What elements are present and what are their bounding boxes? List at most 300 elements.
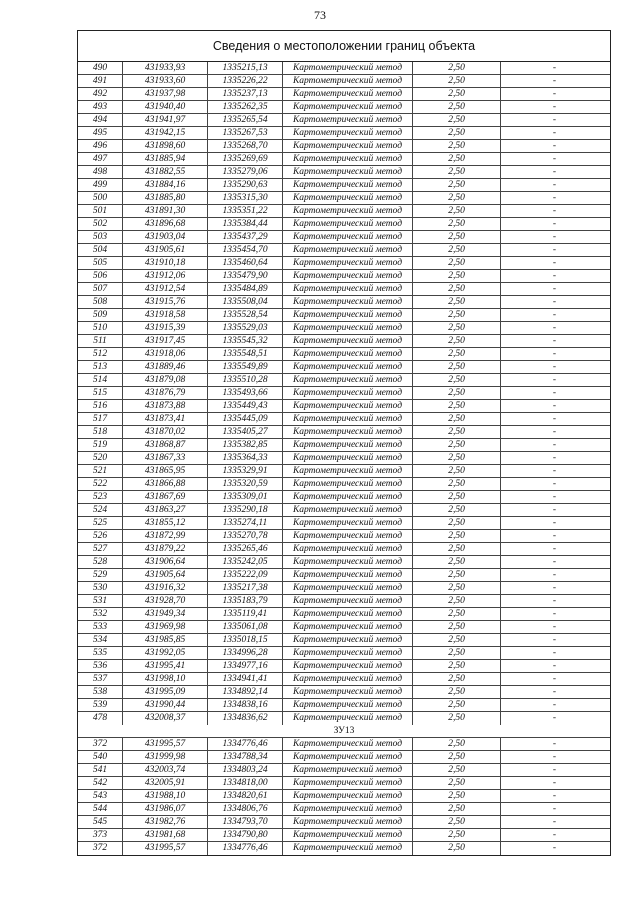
coord-x-cell: 431988,10 bbox=[123, 790, 208, 802]
method-cell: Картометрический метод bbox=[283, 361, 413, 373]
method-cell: Картометрический метод bbox=[283, 296, 413, 308]
table-row bbox=[78, 426, 610, 439]
coord-y-cell: 1334818,00 bbox=[208, 777, 283, 789]
description-cell: - bbox=[552, 544, 557, 554]
coord-y-cell: 1335529,03 bbox=[208, 322, 283, 334]
description-cell: - bbox=[552, 180, 557, 190]
coord-y-cell: 1335329,91 bbox=[208, 465, 283, 477]
description-cell: - bbox=[552, 479, 557, 489]
point-number-cell: 372 bbox=[78, 842, 123, 855]
accuracy-cell: 2,50 bbox=[413, 582, 501, 594]
coord-x-cell: 431937,98 bbox=[123, 88, 208, 100]
accuracy-cell: 2,50 bbox=[413, 426, 501, 438]
description-cell: - bbox=[552, 128, 557, 138]
accuracy-cell: 2,50 bbox=[413, 400, 501, 412]
coord-x-cell: 431865,95 bbox=[123, 465, 208, 477]
accuracy-cell: 2,50 bbox=[413, 101, 501, 113]
accuracy-cell: 2,50 bbox=[413, 829, 501, 841]
description-cell: - bbox=[552, 453, 557, 463]
description-cell: - bbox=[552, 336, 557, 346]
method-cell: Картометрический метод bbox=[283, 608, 413, 620]
point-number-cell: 541 bbox=[78, 764, 123, 776]
method-cell: Картометрический метод bbox=[283, 140, 413, 152]
point-number-cell: 523 bbox=[78, 491, 123, 503]
method-cell: Картометрический метод bbox=[283, 777, 413, 789]
description-cell: - bbox=[552, 622, 557, 632]
table-row bbox=[78, 556, 610, 569]
accuracy-cell: 2,50 bbox=[413, 465, 501, 477]
description-cell: - bbox=[552, 63, 557, 73]
accuracy-cell: 2,50 bbox=[413, 803, 501, 815]
method-cell: Картометрический метод bbox=[283, 504, 413, 516]
point-number-cell: 527 bbox=[78, 543, 123, 555]
coord-x-cell: 431981,68 bbox=[123, 829, 208, 841]
coord-y-cell: 1335279,06 bbox=[208, 166, 283, 178]
table-row bbox=[78, 738, 610, 751]
point-number-cell: 517 bbox=[78, 413, 123, 425]
table-row bbox=[78, 413, 610, 426]
accuracy-cell: 2,50 bbox=[413, 114, 501, 126]
accuracy-cell: 2,50 bbox=[413, 75, 501, 87]
coord-x-cell: 431882,55 bbox=[123, 166, 208, 178]
accuracy-cell: 2,50 bbox=[413, 595, 501, 607]
description-cell: - bbox=[552, 219, 557, 229]
method-cell: Картометрический метод bbox=[283, 751, 413, 763]
description-cell: - bbox=[552, 401, 557, 411]
table-title: Сведения о местоположении границ объекта bbox=[78, 31, 610, 62]
table-row bbox=[78, 218, 610, 231]
coord-y-cell: 1334838,16 bbox=[208, 699, 283, 711]
method-cell: Картометрический метод bbox=[283, 738, 413, 750]
method-cell: Картометрический метод bbox=[283, 335, 413, 347]
coord-y-cell: 1335460,64 bbox=[208, 257, 283, 269]
coord-x-cell: 431867,69 bbox=[123, 491, 208, 503]
point-number-cell: 511 bbox=[78, 335, 123, 347]
table-row bbox=[78, 374, 610, 387]
point-number-cell: 537 bbox=[78, 673, 123, 685]
description-cell: - bbox=[552, 427, 557, 437]
description-cell: - bbox=[552, 518, 557, 528]
point-number-cell: 500 bbox=[78, 192, 123, 204]
coord-x-cell: 431896,68 bbox=[123, 218, 208, 230]
description-cell: - bbox=[552, 375, 557, 385]
coord-x-cell: 431918,58 bbox=[123, 309, 208, 321]
point-number-cell: 497 bbox=[78, 153, 123, 165]
coord-x-cell: 431995,41 bbox=[123, 660, 208, 672]
description-cell: - bbox=[552, 492, 557, 502]
accuracy-cell: 2,50 bbox=[413, 231, 501, 243]
table-row bbox=[78, 660, 610, 673]
accuracy-cell: 2,50 bbox=[413, 218, 501, 230]
coord-y-cell: 1335217,38 bbox=[208, 582, 283, 594]
accuracy-cell: 2,50 bbox=[413, 296, 501, 308]
coord-x-cell: 431867,33 bbox=[123, 452, 208, 464]
accuracy-cell: 2,50 bbox=[413, 647, 501, 659]
coord-y-cell: 1335290,18 bbox=[208, 504, 283, 516]
description-cell: - bbox=[552, 583, 557, 593]
description-cell: - bbox=[552, 245, 557, 255]
accuracy-cell: 2,50 bbox=[413, 673, 501, 685]
point-number-cell: 531 bbox=[78, 595, 123, 607]
coord-y-cell: 1335215,13 bbox=[208, 62, 283, 74]
coord-y-cell: 1334820,61 bbox=[208, 790, 283, 802]
table-row bbox=[78, 452, 610, 465]
coord-x-cell: 431885,94 bbox=[123, 153, 208, 165]
table-row bbox=[78, 634, 610, 647]
coord-x-cell: 431999,98 bbox=[123, 751, 208, 763]
point-number-cell: 490 bbox=[78, 62, 123, 74]
table-row bbox=[78, 478, 610, 491]
table-row bbox=[78, 829, 610, 842]
method-cell: Картометрический метод bbox=[283, 244, 413, 256]
method-cell: Картометрический метод bbox=[283, 322, 413, 334]
accuracy-cell: 2,50 bbox=[413, 166, 501, 178]
method-cell: Картометрический метод bbox=[283, 517, 413, 529]
accuracy-cell: 2,50 bbox=[413, 374, 501, 386]
coord-x-cell: 431879,08 bbox=[123, 374, 208, 386]
method-cell: Картометрический метод bbox=[283, 673, 413, 685]
coord-x-cell: 431995,57 bbox=[123, 842, 208, 855]
point-number-cell: 525 bbox=[78, 517, 123, 529]
method-cell: Картометрический метод bbox=[283, 88, 413, 100]
method-cell: Картометрический метод bbox=[283, 101, 413, 113]
accuracy-cell: 2,50 bbox=[413, 504, 501, 516]
accuracy-cell: 2,50 bbox=[413, 257, 501, 269]
description-cell: - bbox=[552, 713, 557, 723]
point-number-cell: 524 bbox=[78, 504, 123, 516]
accuracy-cell: 2,50 bbox=[413, 660, 501, 672]
accuracy-cell: 2,50 bbox=[413, 517, 501, 529]
accuracy-cell: 2,50 bbox=[413, 621, 501, 633]
coord-y-cell: 1334788,34 bbox=[208, 751, 283, 763]
coord-y-cell: 1335315,30 bbox=[208, 192, 283, 204]
method-cell: Картометрический метод bbox=[283, 62, 413, 74]
method-cell: Картометрический метод bbox=[283, 257, 413, 269]
accuracy-cell: 2,50 bbox=[413, 348, 501, 360]
accuracy-cell: 2,50 bbox=[413, 634, 501, 646]
description-cell: - bbox=[552, 89, 557, 99]
method-cell: Картометрический метод bbox=[283, 569, 413, 581]
accuracy-cell: 2,50 bbox=[413, 413, 501, 425]
description-cell: - bbox=[552, 271, 557, 281]
point-number-cell: 510 bbox=[78, 322, 123, 334]
boundary-table bbox=[77, 30, 611, 856]
point-number-cell: 535 bbox=[78, 647, 123, 659]
coord-y-cell: 1335479,90 bbox=[208, 270, 283, 282]
accuracy-cell: 2,50 bbox=[413, 322, 501, 334]
table-row bbox=[78, 686, 610, 699]
table-row bbox=[78, 816, 610, 829]
coord-y-cell: 1335265,46 bbox=[208, 543, 283, 555]
coord-y-cell: 1335018,15 bbox=[208, 634, 283, 646]
accuracy-cell: 2,50 bbox=[413, 283, 501, 295]
description-cell: - bbox=[552, 193, 557, 203]
table-row bbox=[78, 530, 610, 543]
accuracy-cell: 2,50 bbox=[413, 816, 501, 828]
method-cell: Картометрический метод bbox=[283, 231, 413, 243]
coord-y-cell: 1335508,04 bbox=[208, 296, 283, 308]
table-row bbox=[78, 712, 610, 725]
coord-y-cell: 1335510,28 bbox=[208, 374, 283, 386]
coord-x-cell: 431915,39 bbox=[123, 322, 208, 334]
coord-x-cell: 431982,76 bbox=[123, 816, 208, 828]
coord-x-cell: 431917,45 bbox=[123, 335, 208, 347]
coord-y-cell: 1335265,54 bbox=[208, 114, 283, 126]
description-cell: - bbox=[552, 414, 557, 424]
coord-x-cell: 431995,57 bbox=[123, 738, 208, 750]
coord-x-cell: 431949,34 bbox=[123, 608, 208, 620]
page-number: 73 bbox=[314, 8, 326, 22]
method-cell: Картометрический метод bbox=[283, 374, 413, 386]
table-row bbox=[78, 192, 610, 205]
description-cell: - bbox=[552, 687, 557, 697]
description-cell: - bbox=[552, 804, 557, 814]
point-number-cell: 529 bbox=[78, 569, 123, 581]
method-cell: Картометрический метод bbox=[283, 647, 413, 659]
table-row bbox=[78, 205, 610, 218]
description-cell: - bbox=[552, 284, 557, 294]
accuracy-cell: 2,50 bbox=[413, 751, 501, 763]
coord-y-cell: 1335222,09 bbox=[208, 569, 283, 581]
table-row bbox=[78, 751, 610, 764]
coord-y-cell: 1335445,09 bbox=[208, 413, 283, 425]
method-cell: Картометрический метод bbox=[283, 556, 413, 568]
description-cell: - bbox=[552, 648, 557, 658]
coord-x-cell: 431992,05 bbox=[123, 647, 208, 659]
accuracy-cell: 2,50 bbox=[413, 543, 501, 555]
coord-y-cell: 1335290,63 bbox=[208, 179, 283, 191]
description-cell: - bbox=[552, 791, 557, 801]
coord-x-cell: 431872,99 bbox=[123, 530, 208, 542]
coord-x-cell: 432005,91 bbox=[123, 777, 208, 789]
point-number-cell: 495 bbox=[78, 127, 123, 139]
coord-x-cell: 431898,60 bbox=[123, 140, 208, 152]
coord-y-cell: 1335274,11 bbox=[208, 517, 283, 529]
coord-x-cell: 431876,79 bbox=[123, 387, 208, 399]
coord-y-cell: 1335449,43 bbox=[208, 400, 283, 412]
method-cell: Картометрический метод bbox=[283, 127, 413, 139]
point-number-cell: 508 bbox=[78, 296, 123, 308]
coord-y-cell: 1335119,41 bbox=[208, 608, 283, 620]
description-cell: - bbox=[552, 843, 557, 853]
coord-x-cell: 431879,22 bbox=[123, 543, 208, 555]
coord-y-cell: 1334803,24 bbox=[208, 764, 283, 776]
coord-x-cell: 431933,93 bbox=[123, 62, 208, 74]
table-row bbox=[78, 62, 610, 75]
coord-y-cell: 1334941,41 bbox=[208, 673, 283, 685]
coord-x-cell: 431905,61 bbox=[123, 244, 208, 256]
method-cell: Картометрический метод bbox=[283, 270, 413, 282]
point-number-cell: 520 bbox=[78, 452, 123, 464]
coord-x-cell: 431928,70 bbox=[123, 595, 208, 607]
accuracy-cell: 2,50 bbox=[413, 790, 501, 802]
table-row bbox=[78, 400, 610, 413]
coord-y-cell: 1334790,80 bbox=[208, 829, 283, 841]
accuracy-cell: 2,50 bbox=[413, 153, 501, 165]
accuracy-cell: 2,50 bbox=[413, 179, 501, 191]
method-cell: Картометрический метод bbox=[283, 283, 413, 295]
description-cell: - bbox=[552, 206, 557, 216]
point-number-cell: 528 bbox=[78, 556, 123, 568]
table-row bbox=[78, 231, 610, 244]
coord-x-cell: 431910,18 bbox=[123, 257, 208, 269]
method-cell: Картометрический метод bbox=[283, 582, 413, 594]
method-cell: Картометрический метод bbox=[283, 153, 413, 165]
description-cell: - bbox=[552, 76, 557, 86]
point-number-cell: 521 bbox=[78, 465, 123, 477]
coord-y-cell: 1335493,66 bbox=[208, 387, 283, 399]
method-cell: Картометрический метод bbox=[283, 803, 413, 815]
method-cell: Картометрический метод bbox=[283, 543, 413, 555]
coord-x-cell: 431855,12 bbox=[123, 517, 208, 529]
accuracy-cell: 2,50 bbox=[413, 478, 501, 490]
coord-x-cell: 431866,88 bbox=[123, 478, 208, 490]
table-row bbox=[78, 647, 610, 660]
coord-x-cell: 431870,02 bbox=[123, 426, 208, 438]
coord-x-cell: 431873,41 bbox=[123, 413, 208, 425]
table-row bbox=[78, 582, 610, 595]
point-number-cell: 514 bbox=[78, 374, 123, 386]
method-cell: Картометрический метод bbox=[283, 699, 413, 711]
coord-y-cell: 1335270,78 bbox=[208, 530, 283, 542]
coord-y-cell: 1335061,08 bbox=[208, 621, 283, 633]
accuracy-cell: 2,50 bbox=[413, 88, 501, 100]
accuracy-cell: 2,50 bbox=[413, 309, 501, 321]
point-number-cell: 493 bbox=[78, 101, 123, 113]
point-number-cell: 506 bbox=[78, 270, 123, 282]
point-number-cell: 526 bbox=[78, 530, 123, 542]
table-row bbox=[78, 777, 610, 790]
accuracy-cell: 2,50 bbox=[413, 205, 501, 217]
rows-group-b bbox=[78, 738, 610, 855]
table-row bbox=[78, 101, 610, 114]
accuracy-cell: 2,50 bbox=[413, 777, 501, 789]
table-row bbox=[78, 790, 610, 803]
coord-x-cell: 431942,15 bbox=[123, 127, 208, 139]
point-number-cell: 540 bbox=[78, 751, 123, 763]
coord-y-cell: 1334793,70 bbox=[208, 816, 283, 828]
accuracy-cell: 2,50 bbox=[413, 127, 501, 139]
table-row bbox=[78, 348, 610, 361]
coord-y-cell: 1335267,53 bbox=[208, 127, 283, 139]
accuracy-cell: 2,50 bbox=[413, 569, 501, 581]
description-cell: - bbox=[552, 505, 557, 515]
table-row bbox=[78, 127, 610, 140]
table-row bbox=[78, 88, 610, 101]
point-number-cell: 515 bbox=[78, 387, 123, 399]
method-cell: Картометрический метод bbox=[283, 530, 413, 542]
table-row bbox=[78, 608, 610, 621]
description-cell: - bbox=[552, 232, 557, 242]
coord-x-cell: 431889,46 bbox=[123, 361, 208, 373]
coord-y-cell: 1335454,70 bbox=[208, 244, 283, 256]
point-number-cell: 496 bbox=[78, 140, 123, 152]
table-row bbox=[78, 621, 610, 634]
description-cell: - bbox=[552, 661, 557, 671]
description-cell: - bbox=[552, 557, 557, 567]
table-row bbox=[78, 595, 610, 608]
coord-x-cell: 431915,76 bbox=[123, 296, 208, 308]
table-row bbox=[78, 322, 610, 335]
coord-y-cell: 1335364,33 bbox=[208, 452, 283, 464]
description-cell: - bbox=[552, 830, 557, 840]
description-cell: - bbox=[552, 310, 557, 320]
point-number-cell: 501 bbox=[78, 205, 123, 217]
table-row bbox=[78, 75, 610, 88]
description-cell: - bbox=[552, 570, 557, 580]
coord-y-cell: 1334892,14 bbox=[208, 686, 283, 698]
method-cell: Картометрический метод bbox=[283, 842, 413, 855]
accuracy-cell: 2,50 bbox=[413, 439, 501, 451]
method-cell: Картометрический метод bbox=[283, 192, 413, 204]
method-cell: Картометрический метод bbox=[283, 686, 413, 698]
description-cell: - bbox=[552, 752, 557, 762]
point-number-cell: 502 bbox=[78, 218, 123, 230]
coord-x-cell: 431990,44 bbox=[123, 699, 208, 711]
section-label: ЗУ13 bbox=[78, 725, 610, 738]
point-number-cell: 512 bbox=[78, 348, 123, 360]
table-row bbox=[78, 179, 610, 192]
table-row bbox=[78, 153, 610, 166]
method-cell: Картометрический метод bbox=[283, 426, 413, 438]
table-row bbox=[78, 387, 610, 400]
method-cell: Картометрический метод bbox=[283, 764, 413, 776]
description-cell: - bbox=[552, 674, 557, 684]
description-cell: - bbox=[552, 817, 557, 827]
description-cell: - bbox=[552, 297, 557, 307]
description-cell: - bbox=[552, 102, 557, 112]
description-cell: - bbox=[552, 466, 557, 476]
description-cell: - bbox=[552, 778, 557, 788]
method-cell: Картометрический метод bbox=[283, 621, 413, 633]
coord-x-cell: 431873,88 bbox=[123, 400, 208, 412]
coord-y-cell: 1335545,32 bbox=[208, 335, 283, 347]
description-cell: - bbox=[552, 154, 557, 164]
point-number-cell: 522 bbox=[78, 478, 123, 490]
accuracy-cell: 2,50 bbox=[413, 686, 501, 698]
description-cell: - bbox=[552, 531, 557, 541]
coord-y-cell: 1335549,89 bbox=[208, 361, 283, 373]
coord-x-cell: 431885,80 bbox=[123, 192, 208, 204]
coord-x-cell: 431912,06 bbox=[123, 270, 208, 282]
coord-y-cell: 1335237,13 bbox=[208, 88, 283, 100]
point-number-cell: 373 bbox=[78, 829, 123, 841]
description-cell: - bbox=[552, 362, 557, 372]
method-cell: Картометрический метод bbox=[283, 439, 413, 451]
table-row bbox=[78, 764, 610, 777]
coord-y-cell: 1335351,22 bbox=[208, 205, 283, 217]
description-cell: - bbox=[552, 141, 557, 151]
table-row bbox=[78, 504, 610, 517]
coord-y-cell: 1335528,54 bbox=[208, 309, 283, 321]
point-number-cell: 543 bbox=[78, 790, 123, 802]
point-number-cell: 503 bbox=[78, 231, 123, 243]
method-cell: Картометрический метод bbox=[283, 491, 413, 503]
point-number-cell: 491 bbox=[78, 75, 123, 87]
point-number-cell: 536 bbox=[78, 660, 123, 672]
table-row bbox=[78, 244, 610, 257]
coord-x-cell: 431985,85 bbox=[123, 634, 208, 646]
table-row bbox=[78, 465, 610, 478]
coord-y-cell: 1334776,46 bbox=[208, 738, 283, 750]
description-cell: - bbox=[552, 388, 557, 398]
accuracy-cell: 2,50 bbox=[413, 387, 501, 399]
method-cell: Картометрический метод bbox=[283, 452, 413, 464]
coord-x-cell: 432003,74 bbox=[123, 764, 208, 776]
method-cell: Картометрический метод bbox=[283, 205, 413, 217]
coord-y-cell: 1335548,51 bbox=[208, 348, 283, 360]
table-row bbox=[78, 140, 610, 153]
